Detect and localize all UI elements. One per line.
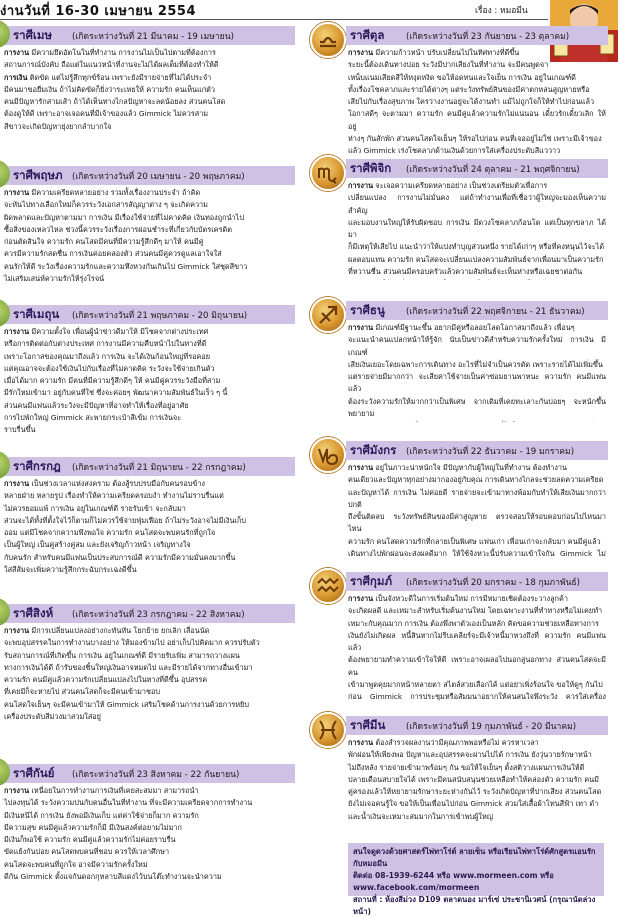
text-line: และน้ำเงินจะเหมาะสมมากในการเข้าพบผู้ใหญ่ xyxy=(348,811,494,821)
text-line: ไม่ถึงหลัง รายจ่ายเข้ามาพร้อมๆ กัน ขอให้ใจเย็นๆ ตั้งสติวางแผนการเงินให้ดี xyxy=(348,762,585,772)
sign-date-range: (เกิดระหว่างวันที่ 21 มีนาคม - 19 เมษายน) xyxy=(72,32,234,42)
text-line: คนเดียวและปัญหาทุกอย่างมากองอยู่กับคุณ การเดินทางไกลจะช่วยลดความเครียด xyxy=(348,475,604,485)
text-line: เสียไปกับเรื่องสุขภาพ ใครว่างงานอยู่จะได้งานทำ แม้ไม่ถูกใจก็ให้ทำไปก่อนแล้ว xyxy=(348,97,595,107)
sign-taurus xyxy=(0,166,295,299)
text-line: คนรักให้ดี ระวังเรื่องความรักและความหึงหวงกันเกินไป Gimmick ใส่ชุดสีขาว xyxy=(4,261,248,271)
text-line: มีความสุข คนมีคู่แล้วความรักก็มี มีเงินสงค์ต่อยามไม่มาก xyxy=(4,822,182,832)
text-line: ความรัก คนโสดความรักที่กลายเป็นพิเศษ แฟนเก่า เพื่อนเก่าจะกลับมา คนมีคู่แล้ว xyxy=(348,536,601,546)
text-line: เป็นผู้ใหญ่ เป็นคู่สร้างคู่สม และยังเจริญก้าวหน้า เจริญทางใจ xyxy=(4,540,191,550)
sign-header xyxy=(0,305,295,324)
sign-header xyxy=(0,764,295,783)
text-line: กับคนรัก สำหรับคนมีแฟนเป็นประสบการณ์ดี ความรักมีความมั่นคงมากขึ้น xyxy=(4,552,236,562)
text-line: เดินทางไปพักผ่อนจะส่งผลดีมาก ให้ใช้จังหวะนี้ปรับความเข้าใจกัน Gimmick ไม่ xyxy=(348,549,606,559)
sign-name: ราศีพิจิก xyxy=(350,161,392,175)
sign-virgo xyxy=(0,764,295,895)
text-line: จะแนะนำคนแปลกหน้าให้รู้จัก นับเป็นข่าวดีสำหรับความรักครั้งใหม่ การเงิน มีเกณฑ์ xyxy=(348,335,606,357)
text-line: ผิดพลาดและปัญหาตามมา การเงิน มีเรื่องใช้จ่ายที่ไม่คาดคิด เงินทองถูกนำไป xyxy=(4,212,244,222)
sign-date-range: (เกิดระหว่างวันที่ 20 เมษายน - 20 พฤษภาคม) xyxy=(72,172,245,182)
sign-name: ราศีพฤษภ xyxy=(13,168,63,182)
section-label: การงาน xyxy=(4,786,30,795)
sign-header xyxy=(0,604,295,623)
sign-date-range: (เกิดระหว่างวันที่ 23 สิงหาคม - 22 กันยายน) xyxy=(72,770,240,780)
text-line: แต่คุณอาจจะต้องใช้เงินไปกับเรื่องที่ไม่คาดคิด ระวังจะใช้จ่ายเกินตัว xyxy=(4,363,215,373)
sign-scorpio xyxy=(306,159,608,280)
section-label: การงาน xyxy=(348,738,374,747)
text-line: คนโสดใจเย็นๆ จะมีคนเข้ามาให้ Gimmick เสริมโชคด้านการงานด้วยการหยิบ xyxy=(4,699,249,709)
sign-date-range: (เกิดระหว่างวันที่ 24 ตุลาคม - 21 พฤศจิกายน) xyxy=(406,165,580,175)
text-line: การงาน มีความยึดอัตโนในที่ทำงาน การงานไม่เป็นไปตามที่ต้องการ xyxy=(4,48,216,57)
text-line xyxy=(348,278,606,280)
sign-name: ราศีสิงห์ xyxy=(13,606,54,620)
sign-body xyxy=(306,47,608,159)
sign-name: ราศีตุล xyxy=(350,28,385,42)
text-line: สถานการณ์บังคับ ถือแต่ในแนวหน้าที่งานจะไม่ได้ผลเต็มที่ต้องทำให้ดี xyxy=(4,60,219,70)
text-line: การงาน มีความตั้งใจ เพื่อนผู้นำข่าวดีมาให้ มีโชคจากต่างประเทศ xyxy=(4,327,209,336)
capricorn-symbol-icon xyxy=(310,437,346,473)
text-line: ห่างๆ กันสักพัก ส่วนคนโสดใจเย็นๆ ให้รอไปก่อน คนที่เจออยู่ไม่ใช่ เพราะมีเจ้าของ xyxy=(348,134,602,144)
text-line: แต่รายจ่ายมีมากกว่า จะเสียค่าใช้จ่ายเป็นค่าซ่อมยานพาหนะ ความรัก คนมีแฟนแล้ว xyxy=(348,372,606,394)
sign-date-range: (เกิดระหว่างวันที่ 22 ธันวาคม - 19 มกราคม) xyxy=(406,447,575,457)
text-line: คนโสดจะพบคนที่ถูกใจ อาจมีความรักครั้งใหม่ xyxy=(4,859,148,869)
text-line: แล้ว Gimmick เร่งโชคลาภด้านเงินด้วยการใส่เครื่องประดับสีแววาว xyxy=(348,146,561,156)
sign-name: ราศีกันย์ xyxy=(13,766,55,780)
contact-footer xyxy=(348,843,604,916)
sign-header xyxy=(346,301,608,320)
text-line: เมื่อได้มาก ความรัก มีคนที่มีความรู้สึกดีๆ ให้ คนมีคู่ควรระวังมือที่สาม xyxy=(4,376,221,386)
sagittarius-symbol-icon xyxy=(310,297,346,333)
text-line: ขัดแย้งกันบ่อย คนโสดพบคนที่ชอบ ควรให้เวลาศึกษา xyxy=(4,847,170,857)
sign-date-range: (เกิดระหว่างวันที่ 21 มิถุนายน - 22 กรกฎาคม) xyxy=(72,463,246,473)
text-line: ยังไม่เจอคนรู้ใจ ขอให้เป็นเพื่อนไปก่อน Gimmick สวมใส่เสื้อผ้าโทนสีฟ้า เทา ดำ xyxy=(348,799,599,809)
text-line: โอกาสดีๆ จะตามมา ความรัก คนมีคู่แล้วความรักไม่แน่นอน เดี๋ยวรักเดี๋ยวเลิก ให้อยู่ xyxy=(348,109,606,131)
sign-body xyxy=(0,326,295,448)
text-line: ก่อนตัดสินใจ ความรัก คนโสดมีคนที่มีความรู้สึกดีๆ มาให้ คนมีคู่ xyxy=(4,237,204,247)
sign-name: ราศีมีน xyxy=(350,718,386,732)
footer-address: สถานที่ : ห้องสีม่วง D109 ตลาดนอง มาร์เซ่ ประชานิเวศน์ (กรุณานัดล่วงหน้า) xyxy=(353,895,596,916)
text-line: ต้องดูให้ดี เพราะอาจเจอคนที่มีเจ้าของแล้ว Gimmick ไม่ควรสาม xyxy=(4,109,209,119)
text-line: เพราะโอกาสของคุณมาถึงแล้ว การเงิน จะได้เงินก้อนใหญ่ที่รอคอย xyxy=(4,351,211,361)
sign-header xyxy=(0,26,295,45)
text-line: ไปลงทุนได้ ระวังความปนกับคนอื่นในที่ทำงาน ที่จะมีความเครียดจากการทำงาน xyxy=(4,798,253,808)
section-label: การงาน xyxy=(348,463,374,472)
section-label: การงาน xyxy=(4,48,30,57)
text-line: การเงิน ติดขัด แต่ไม่รู้สึกทุกข์ร้อน เพราะยังมีรายจ่ายที่ไม่ได้ประจำ xyxy=(4,72,212,82)
text-line: ส่วนคนมีแฟนแล้วระวังจะมีปัญหาที่อาจทำให้เรื่องที่อยู่อาศัย xyxy=(4,400,189,410)
section-label: การงาน xyxy=(348,181,374,190)
page-header xyxy=(0,0,618,20)
text-line: จะพบอุปสรรคในการทำงานบางอย่าง ให้มองข้ามไป อย่าเก็บไปคิดมาก ควรปรับตัว xyxy=(4,638,260,648)
sign-body xyxy=(0,478,295,590)
scorpio-symbol-icon xyxy=(310,155,346,191)
text-line: การงาน อยู่ในภาวะน่าหนักใจ มีปัญหากับผู้ใหญ่ในที่ทำงาน ต้องทำงาน xyxy=(348,463,567,472)
left-column xyxy=(0,26,295,896)
section-label: การงาน xyxy=(4,626,30,635)
text-line: การงาน เหนื่อยในการทำงานการเงินที่เคยสะสมมา สามารถนำ xyxy=(4,786,199,795)
sign-name: ราศีกุมภ์ xyxy=(350,574,393,588)
text-line: ทั้งเรื่องโชคลาภและรายได้ต่างๆ แต่ระวังทรัพย์สินของมีค่าตกหล่นสูญหายหรือ xyxy=(348,84,590,94)
text-line: และมอบงานใหญ่ให้รับผิดชอบ การเงิน มีดวงโชคลาภก้อนโต แต่เป็นทุกขลาภ ได้มา xyxy=(348,217,606,240)
text-line: เสียเงินเยอะโดยเฉพาะการเดินทาง อะไรที่ไม่จำเป็นควรตัด เพราะรายได้ไม่เพิ่มขึ้น xyxy=(348,359,603,369)
text-line: ใส่สีส้มจะเพิ่มความรู้สึกกระฉับกระเฉงดีขึ้น xyxy=(4,565,137,575)
text-line: ไม่เสริมเสน่ห์ความรักให้รุ่งโรจน์ xyxy=(4,274,105,284)
sign-capricorn xyxy=(306,441,608,562)
right-column xyxy=(306,26,608,896)
text-line: ออม แต่มีโชคจากความพึงพอใจ ความรัก คนโสดจะพบคนรักที่ถูกใจ xyxy=(4,528,216,538)
section-label: การงาน xyxy=(348,323,374,332)
sign-header xyxy=(346,26,608,45)
text-line: ไม่ควรยอมแพ้ การเงิน อยู่ในเกณฑ์ดี รายรับเข้า จะกลับมา xyxy=(4,503,186,513)
sign-header xyxy=(0,166,295,185)
cancer-symbol-icon xyxy=(0,451,10,479)
text-line: ราบรื่นขึ้น xyxy=(4,425,36,435)
sign-date-range: (เกิดระหว่างวันที่ 22 พฤศจิกายน - 21 ธันวาคม) xyxy=(406,307,585,317)
text-line: ทางการเงินได้ดี ถ้ารับของชิ้นใหญ่เงินอาจหมดไป และมีรายได้จากทางอื่นเข้ามา xyxy=(4,662,253,672)
author-byline: เรื่อง : หมอมีน xyxy=(475,6,528,16)
text-line: ต้องระวังความรักให้มากกว่าเป็นพิเศษ จากเดิมที่เคยทะเลาะกันบ่อยๆ จะหนักขึ้น พยายาม xyxy=(348,396,606,419)
text-line: เหมาะกับคุณมาก การเงิน ต้องพึ่งพาตัวเองเป็นหลัก คิดขอความช่วยเหลือทางการ xyxy=(348,618,599,628)
section-label: การงาน xyxy=(348,594,374,603)
text-line: จะเกิดผลดี และเหมาะสำหรับเริ่มต้นงานใหม่ โดยเฉพาะงานที่ทำทางหรือไม่เคยทำ xyxy=(348,606,603,616)
text-line: การงาน ต้องสำรวจผลงานว่ามีคุณภาพพอหรือไม่ ควรหาเวลา xyxy=(348,738,539,747)
sign-name: ราศีเมษ xyxy=(13,28,53,42)
sign-body xyxy=(0,187,295,299)
text-line: เงินยังไม่เกิดผล หนี้สินหากไม่รีบเคลียร์จะมีเจ้าหนี้มาทวงถึงที่ ความรัก คนมีแฟนแล้ว xyxy=(348,630,606,653)
sign-body xyxy=(0,47,295,159)
sign-header xyxy=(0,457,295,476)
text-line: และปัญหาได้ การเงิน ไม่ค่อยดี รายจ่ายจะเข้ามาทางพ้อมกับทำให้เสียเงินมากกว่าปกติ xyxy=(348,487,606,509)
text-line: มีเงินหนีได้ การเงิน ยังพอมีเงินเก็บ แต่ค่าใช้จ่ายก็มาก ความรัก xyxy=(4,810,199,820)
page-title: ง่านวันที่ 16-30 เมษายน 2554 xyxy=(0,4,197,19)
text-line: สีขาวจะเกิดปัญหายุ่งยากลำบากใจ xyxy=(4,121,112,131)
text-line: หรือการติดต่อกับต่างประเทศ การงานมีความคืบหน้าไปในทางที่ดี xyxy=(4,339,207,349)
text-line: ต้องพยายามทำความเข้าใจให้ดี เพราะอาจเผลอไปนอกลู่นอกทาง ส่วนคนโสดจะมีคน xyxy=(348,655,606,677)
section-label: การงาน xyxy=(4,188,30,197)
text-line: เข้ามาพูดคุยมากหน้าหลายตา สไตล์สวยเลือกได้ แต่อย่าเพิ่งร้อนใจ ขอให้ดูๆ กันไป xyxy=(348,680,603,690)
text-line: พักผ่อนให้เพียงพอ ปัญหาและอุปสรรคจะผ่านไปได้ การเงิน ยังวุ่นวายรักษาหน้า xyxy=(348,750,592,760)
footer-contact: ติดต่อ 08-1939-6244 หรือ www.mormeen.com หรือ www.facebook.com/mormeen xyxy=(353,871,554,892)
text-line: การงาน มีความก้าวหน้า ปรับเปลี่ยนไปในทิศทางที่ดีขึ้น xyxy=(348,48,520,57)
text-line: การงาน เป็นจังหวะดีในการเริ่มต้นใหม่ การมีหมายเชิดต้องระวางลูกค้า xyxy=(348,594,568,603)
aquarius-symbol-icon xyxy=(310,568,346,604)
sign-header xyxy=(346,441,608,460)
sign-body xyxy=(306,593,608,705)
sign-name: ราศีมังกร xyxy=(350,443,397,457)
text-line: ซื้อสิ่งของเหลวไหล ช่วงนี้ควรระวังเรื่องการผ่อนชำระที่เกี่ยวกับบัตรเครดิต xyxy=(4,224,232,234)
text-line: ความรัก คนมีคู่แล้วความรักเปลี่ยนแปลงไปในทางที่ดีขึ้น อุปสรรค xyxy=(4,675,208,685)
sign-body xyxy=(306,180,608,280)
sign-aquarius xyxy=(306,572,608,705)
footer-line: สนใจดูดวงด้วยศาสตร์ไพ่ทาโร่ต์ ลายเซ็น หรือเรียนไพ่ทาโร่ต์ศักสูตรแอนรักกับหมอมีน xyxy=(353,847,596,868)
sign-name: ราศีกรกฎ xyxy=(13,459,61,473)
section-label: การงาน xyxy=(348,48,374,57)
section-label: การงาน xyxy=(4,479,30,488)
sign-libra xyxy=(306,26,608,159)
text-line: การงาน มีเกณฑ์มีฐานะขึ้น อยากมีคู่หรือลอยโลดโอกาสมาถึงแล้ว เพื่อนๆ xyxy=(348,323,575,332)
text-line xyxy=(348,420,606,422)
gemini-symbol-icon xyxy=(0,299,10,327)
text-line: ผลตอบแทน ความรัก คนโสดจะเปลี่ยนแปลงความสัมพันธ์จากเพื่อนมาเป็นความรัก xyxy=(348,254,604,264)
sign-date-range: (เกิดระหว่างวันที่ 20 มกราคม - 18 กุมภาพันธ์) xyxy=(406,578,581,588)
sign-name: ราศีธนู xyxy=(350,303,385,317)
text-line: การงาน เป็นช่วงเวลาแห่งสงคราม ต้องสู้รบปรบมือกับคนรอบข้าง xyxy=(4,479,205,488)
text-line: ที่เคยมีก็จะหายไป ส่วนคนโสดก็จะมีคนเข้ามาชอบ xyxy=(4,687,160,697)
text-line: การไปพักใหญ่ Gimmick สะพายกระเป๋าสีเข้ม การเงินจะ xyxy=(4,413,182,423)
sign-date-range: (เกิดระหว่างวันที่ 21 พฤษภาคม - 20 มิถุนายน) xyxy=(72,311,248,321)
sign-body xyxy=(306,322,608,422)
taurus-symbol-icon xyxy=(0,160,10,188)
section-label: การงาน xyxy=(4,327,30,336)
sign-header xyxy=(346,716,608,735)
text-line: จะหันไปทางเลือกใหม่ก็ควรระวังเอกสารสัญญาต่าง ๆ จะเกิดความ xyxy=(4,200,208,210)
title-divider xyxy=(0,19,548,20)
pisces-symbol-icon xyxy=(310,712,346,748)
text-line: ส่วนจะได้ทั้งที่ตั้งใจไว้ก็ตามก็ไม่ควรใช้จ่ายฟุ่มเฟือย ถ้าไม่ระวังอาจไม่มีเงินเก็บ xyxy=(4,515,246,525)
text-line: การงาน จะเจอความเครียดหลายอย่าง เป็นช่วงเตรียมตัวเพื่อการ xyxy=(348,181,548,190)
sign-header xyxy=(346,572,608,591)
text-line: ก็มีเหตุให้เสียไป แนะนำว่าให้แบ่งทำบุญส่วนหนึ่ง รายได้เก่าๆ หรือที่คงหนุนไว้จะได้ xyxy=(348,242,605,252)
text-line: หลายฝ่าย หลายรูป เรื่องทำให้ความเครียดครอบงำ ทำงานไม่ราบรื่นแต่ xyxy=(4,491,224,501)
sign-date-range: (เกิดระหว่างวันที่ 19 กุมภาพันธ์ - 20 มีนาคม) xyxy=(406,722,577,732)
text-line: ระยะนี้ต้องเดินทางบ่อย ระวังมีปากเสียงในที่ทำงาน จะมีคนพูดจา xyxy=(348,60,549,70)
text-line: การงาน มีการเปลี่ยนแปลงอย่างกะทันหัน โยกย้าย ยกเลิก เลื่อนนัด xyxy=(4,626,210,635)
sign-sagittarius xyxy=(306,301,608,422)
text-line: คนมีปัญหารักสามเส้า ถ้าได้เห็นทางไกลปัญหาจะลดน้อยลง ส่วนคนโสด xyxy=(4,97,226,107)
text-line: เครื่องประดับสีม่วงมาสวมใส่อยู่ xyxy=(4,712,101,722)
text-line: ปลายเดือนสบายใจได้ เพราะมีคนสนับสนุนช่วยเหลือทำให้คล่องตัว ความรัก คนมี xyxy=(348,774,599,784)
sign-leo xyxy=(0,604,295,737)
sign-body xyxy=(306,737,608,829)
leo-symbol-icon xyxy=(0,598,10,626)
libra-symbol-icon xyxy=(310,22,346,58)
text-line: การงาน มีความเครียดหลายอย่าง รวมทั้งเรื่องงานประจำ ถ้าคิด xyxy=(4,188,201,197)
text-line: ควรมีความรักสดชื่น การเงินค่อยคล่องตัว ส่วนคนมีคู่ควรดูแลเอาใจใส่ xyxy=(4,249,222,259)
text-line: รับสถานการณ์ที่เกิดขึ้น การเงิน อยู่ในเกณฑ์ดี มีรายรับเพิ่ม สามารถวางแผน xyxy=(4,650,240,660)
text-line: ถึงขั้นติดลบ ระวังทรัพย์สินของมีค่าสูญหาย ตรวจสอบให้รอบคอบก่อนไปไหนมาไหน xyxy=(348,512,606,534)
sign-pisces xyxy=(306,716,608,829)
sign-date-range: (เกิดระหว่างวันที่ 23 กันยายน - 23 ตุลาคม) xyxy=(406,32,570,42)
virgo-symbol-icon xyxy=(0,758,10,786)
sign-body xyxy=(0,625,295,737)
sign-header xyxy=(346,159,608,178)
text-line: ที่หวานชื่น ส่วนคนมีครอบครัวแล้วความสัมพันธ์จะเห็นห่างหรือเฉยชาต่อกัน xyxy=(348,267,583,277)
sign-body xyxy=(0,785,295,895)
text-line: เหน็บแนมเสียดสีให้หงุดหงิด ขอให้อดทนและใจเย็น การเงิน อยู่ในเกณฑ์ดี xyxy=(348,72,576,82)
sign-name: ราศีเมถุน xyxy=(13,307,60,321)
text-line: มีเงินก็พอใช้ ความรัก คนมีคู่แล้วความรักไม่ค่อยราบรื่น xyxy=(4,835,176,845)
text-line: มีคนมาขอยืมเงิน ถ้าไม่คิดขัดก็ยิ่งว่าระเหยให้ ความรัก คนเห็นแก่ตัว xyxy=(4,84,215,94)
sign-aries xyxy=(0,26,295,159)
text-line: คู่ครองแล้วให้หยายามรักษาระยะห่างกันไว้ ระวังเกิดปัญหาที่ปากเสียง ส่วนคนโสด xyxy=(348,787,602,797)
text-line: มีรักใหม่เข้ามา อยู่กับคนที่ใช่ ซึ่งจะค่อยๆ พัฒนาความสัมพันธ์ในเร็ว ๆ นี้ xyxy=(4,388,228,398)
aries-symbol-icon xyxy=(0,20,10,48)
text-line: ก่อน Gimmick การประชุมหรือสัมมนาอยากให้คนสนใจพึงระวัง ควรใส่เครื่อง xyxy=(348,692,606,702)
sign-body xyxy=(306,462,608,562)
sign-gemini xyxy=(0,305,295,448)
text-line: ดีกัน Gimmick ตั้งแจกันดอกกุหลาบสีแดงไว้บนโต๊ะทำงานจะนำความ xyxy=(4,872,222,882)
sign-date-range: (เกิดระหว่างวันที่ 23 กรกฎาคม - 22 สิงหาคม) xyxy=(72,610,245,620)
section-label: การเงิน xyxy=(4,72,28,82)
text-line: เปลี่ยนแปลง การงานไม่มั่นคง แต่ถ้าทำงานเพื่อที่เชื่อว่าผู้ใหญ่จะมองเห็นความสำคัญ xyxy=(348,193,606,215)
sign-cancer xyxy=(0,457,295,590)
